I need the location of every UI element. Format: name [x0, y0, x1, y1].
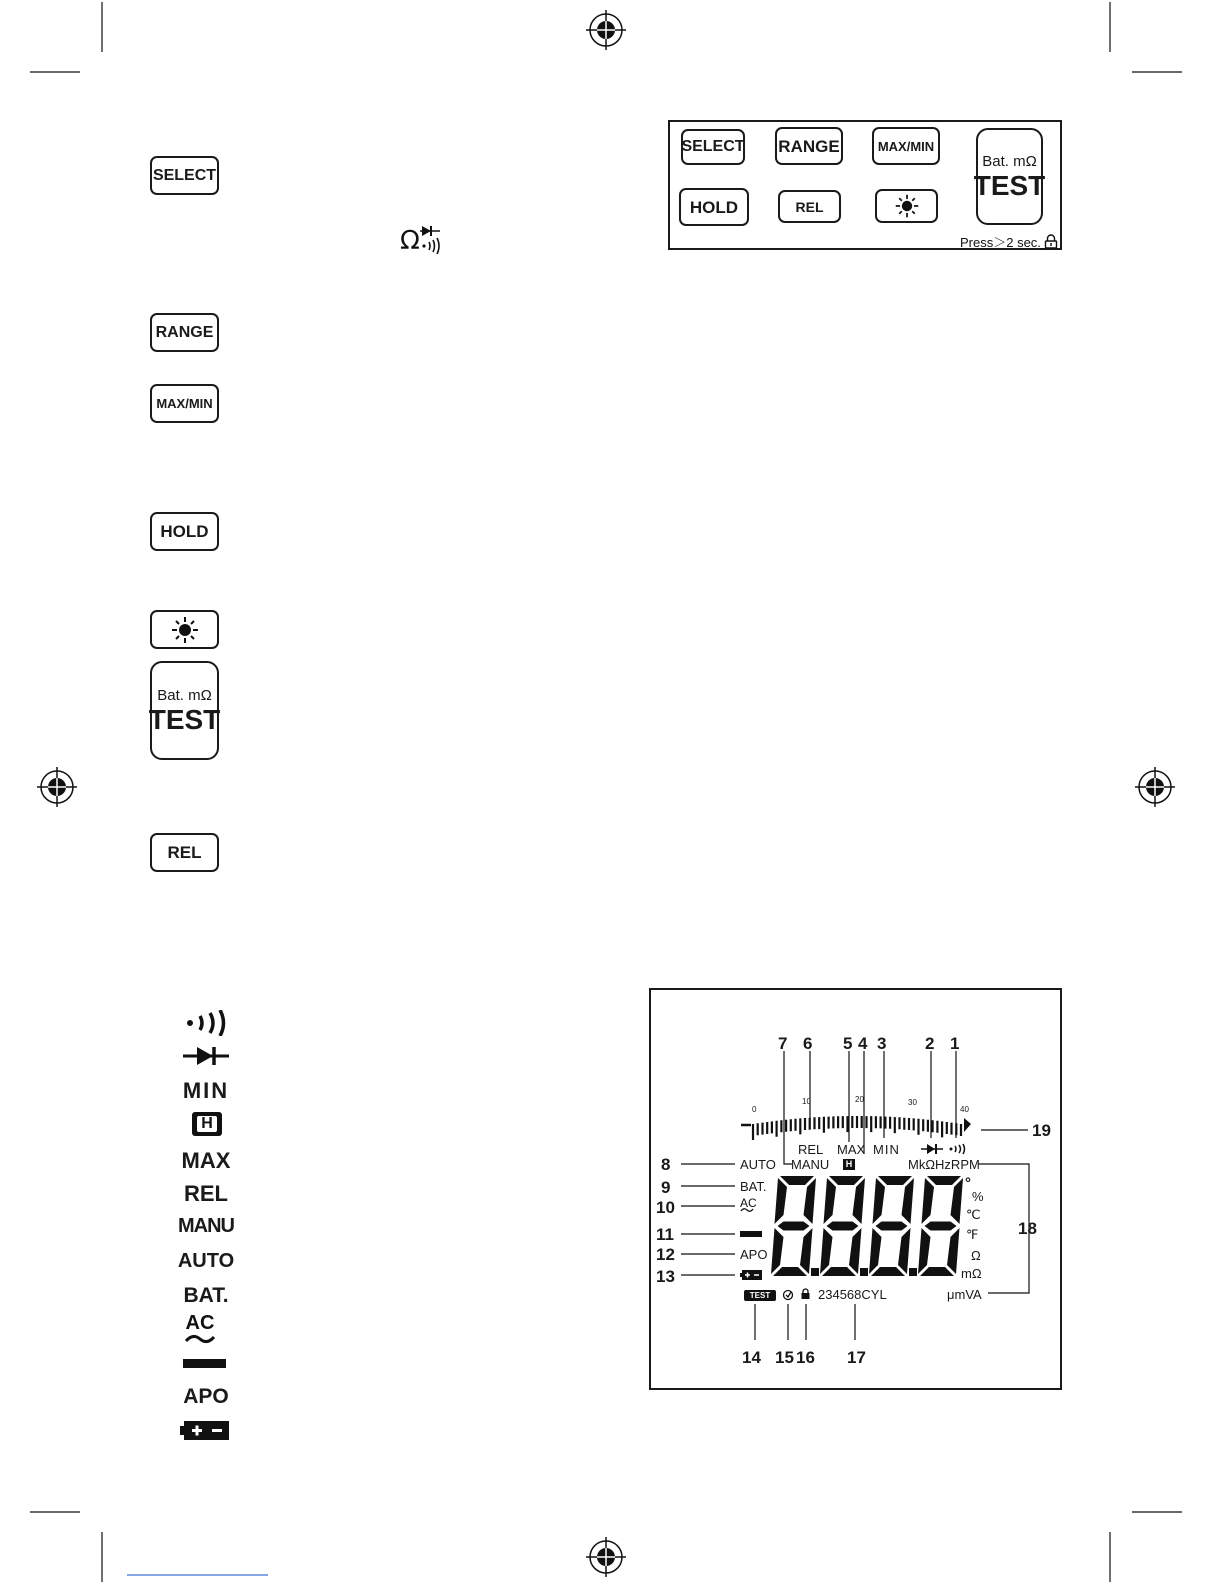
- rel-key: REL: [150, 833, 219, 872]
- symbol-max: MAX: [181, 1148, 231, 1173]
- scale-40: 40: [960, 1105, 969, 1114]
- symbol-apo: APO: [183, 1385, 229, 1408]
- callout-18: 18: [1018, 1219, 1037, 1238]
- lcd-hold-box-letter: H: [845, 1159, 853, 1169]
- registration-mark-left: [37, 767, 77, 807]
- lcd-segment: [853, 1178, 866, 1224]
- lcd-auto: AUTO: [740, 1157, 776, 1172]
- symbol-auto: AUTO: [177, 1250, 235, 1272]
- callout-4: 4: [858, 1034, 868, 1053]
- lcd-segment: [869, 1228, 882, 1274]
- keypad-test-key-bottom: TEST: [973, 169, 1046, 201]
- callout-5: 5: [843, 1034, 853, 1053]
- lcd-digit: [869, 1176, 917, 1276]
- lcd-segment: [918, 1228, 931, 1274]
- scale-20: 20: [855, 1095, 864, 1104]
- symbol-bat: BAT.: [183, 1284, 229, 1307]
- keypad-test-key-top: Bat. mΩ: [982, 152, 1037, 170]
- keypad-test-key: [973, 128, 1046, 225]
- callout-3: 3: [877, 1034, 887, 1053]
- lcd-segment: [829, 1176, 863, 1185]
- lcd-digit: [918, 1176, 963, 1276]
- lcd-ohm: Ω: [971, 1248, 981, 1263]
- lcd-segment: [827, 1222, 859, 1231]
- callout-10: 10: [656, 1198, 675, 1217]
- keypad-rel-key: REL: [778, 190, 841, 223]
- hold-key: HOLD: [150, 512, 219, 551]
- diode-icon: [183, 1045, 229, 1067]
- lcd-segment: [773, 1267, 807, 1276]
- lcd-segment: [778, 1222, 810, 1231]
- lcd-segment: [925, 1222, 957, 1231]
- callout-6: 6: [803, 1034, 813, 1053]
- battery-icon: [180, 1421, 230, 1440]
- registration-mark-top: [586, 10, 626, 50]
- lock-icon: [1044, 234, 1058, 249]
- lcd-segment: [775, 1178, 788, 1224]
- callout-7: 7: [778, 1034, 788, 1053]
- lcd-segment: [876, 1222, 908, 1231]
- lcd-segment: [947, 1228, 960, 1274]
- lcd-segment: [922, 1178, 935, 1224]
- ac-wave-icon: [184, 1333, 216, 1345]
- callout-19: 19: [1032, 1121, 1051, 1140]
- callout-12: 12: [656, 1245, 675, 1264]
- lcd-segment: [873, 1178, 886, 1224]
- backlight-icon: [170, 615, 200, 645]
- callout-15: 15: [775, 1348, 794, 1367]
- lcd-decimal-point: [860, 1268, 868, 1276]
- lcd-segment: [927, 1176, 961, 1185]
- bat-test-key: [150, 661, 219, 760]
- symbol-ac-label: AC: [185, 1312, 215, 1334]
- keypad-panel: [668, 120, 1062, 250]
- lcd-mohm: mΩ: [961, 1266, 982, 1281]
- lcd-segment: [920, 1267, 954, 1276]
- callout-14: 14: [742, 1348, 761, 1367]
- lcd-segment: [878, 1176, 912, 1185]
- callout-17: 17: [847, 1348, 866, 1367]
- lcd-decimal-point: [811, 1268, 819, 1276]
- select-modes-symbols: [400, 224, 442, 256]
- lcd-hold-box: [843, 1159, 855, 1170]
- lcd-units-top: MkΩHzRPM: [908, 1157, 980, 1172]
- symbol-manu: MANU: [178, 1215, 234, 1237]
- press-note-text: Press＞2 sec.: [960, 235, 1041, 250]
- lcd-ac-label: AC: [740, 1196, 757, 1210]
- lcd-test-badge-text: TEST: [749, 1290, 771, 1300]
- lcd-segment: [898, 1228, 911, 1274]
- lcd-digits: [765, 1176, 965, 1286]
- lcd-segment: [824, 1178, 837, 1224]
- lcd-degf: ℉: [966, 1227, 979, 1242]
- lcd-segment: [800, 1228, 813, 1274]
- lcd-cylinders: 234568CYL: [818, 1287, 887, 1302]
- keypad-range-key: RANGE: [775, 127, 843, 165]
- lcd-apo-clock-icon: [782, 1289, 794, 1301]
- callout-2: 2: [925, 1034, 935, 1053]
- registration-mark-right: [1135, 767, 1175, 807]
- lcd-lock-icon: [800, 1288, 811, 1300]
- lcd-segment: [820, 1228, 833, 1274]
- lcd-segment: [951, 1178, 964, 1224]
- symbol-dc-bar: [183, 1359, 226, 1368]
- lcd-segment: [849, 1228, 862, 1274]
- lcd-ac: [740, 1197, 757, 1213]
- lcd-segment: [822, 1267, 856, 1276]
- lcd-max: MAX: [837, 1142, 866, 1157]
- bat-test-key-bottom: TEST: [148, 703, 221, 735]
- symbol-hold-box: [192, 1112, 222, 1136]
- lcd-segment: [871, 1267, 905, 1276]
- bat-test-key-top: Bat. mΩ: [157, 686, 212, 704]
- keypad-select-key: SELECT: [681, 129, 745, 165]
- registration-mark-bottom: [586, 1537, 626, 1577]
- scale-0: 0: [752, 1105, 757, 1114]
- lcd-continuity-icon: [949, 1143, 967, 1155]
- callout-13: 13: [656, 1267, 675, 1286]
- symbol-hold-box-letter: H: [197, 1116, 217, 1132]
- callout-16: 16: [796, 1348, 815, 1367]
- lcd-segment: [902, 1178, 915, 1224]
- scale-30: 30: [908, 1098, 917, 1107]
- keypad-hold-key: HOLD: [679, 188, 749, 226]
- select-key: SELECT: [150, 156, 219, 195]
- lcd-diode-icon: [921, 1143, 943, 1155]
- lcd-segment: [780, 1176, 814, 1185]
- continuity-icon: [186, 1010, 230, 1036]
- lcd-segment: [804, 1178, 817, 1224]
- symbol-min: MIN: [182, 1078, 230, 1103]
- keypad-maxmin-key: MAX/MIN: [872, 127, 940, 165]
- lcd-battery-icon: [740, 1270, 762, 1280]
- lcd-segment: [771, 1228, 784, 1274]
- lcd-diagram: [649, 988, 1062, 1390]
- lcd-decimal-point: [909, 1268, 917, 1276]
- range-key: RANGE: [150, 313, 219, 352]
- lcd-min: MIN: [873, 1142, 900, 1157]
- lcd-degc: ℃: [966, 1207, 981, 1222]
- backlight-icon: [894, 193, 920, 219]
- lcd-manu: MANU: [791, 1157, 830, 1172]
- scale-10: 10: [802, 1097, 811, 1106]
- lcd-digit: [771, 1176, 819, 1276]
- callout-1: 1: [950, 1034, 960, 1053]
- lcd-dc-bar: [740, 1231, 762, 1237]
- symbol-rel: REL: [184, 1181, 228, 1206]
- press-note: [960, 232, 1058, 251]
- callout-8: 8: [661, 1155, 671, 1174]
- lcd-bat: BAT.: [740, 1179, 767, 1194]
- lcd-digit: [820, 1176, 868, 1276]
- lcd-rel: REL: [798, 1142, 824, 1157]
- lcd-umva: μmVA: [947, 1287, 982, 1302]
- backlight-key: [150, 610, 219, 649]
- ohm-symbol: Ω: [400, 226, 420, 256]
- callout-11: 11: [656, 1225, 674, 1244]
- lcd-percent: %: [972, 1189, 984, 1204]
- lcd-test-badge: [744, 1290, 776, 1301]
- lcd-apo: APO: [740, 1247, 768, 1262]
- symbol-ac: [176, 1313, 224, 1349]
- diode-continuity-icon: [420, 224, 442, 254]
- maxmin-key: MAX/MIN: [150, 384, 219, 423]
- keypad-backlight-key: [875, 189, 938, 223]
- callout-9: 9: [661, 1178, 671, 1197]
- lcd-degree: °: [965, 1175, 971, 1192]
